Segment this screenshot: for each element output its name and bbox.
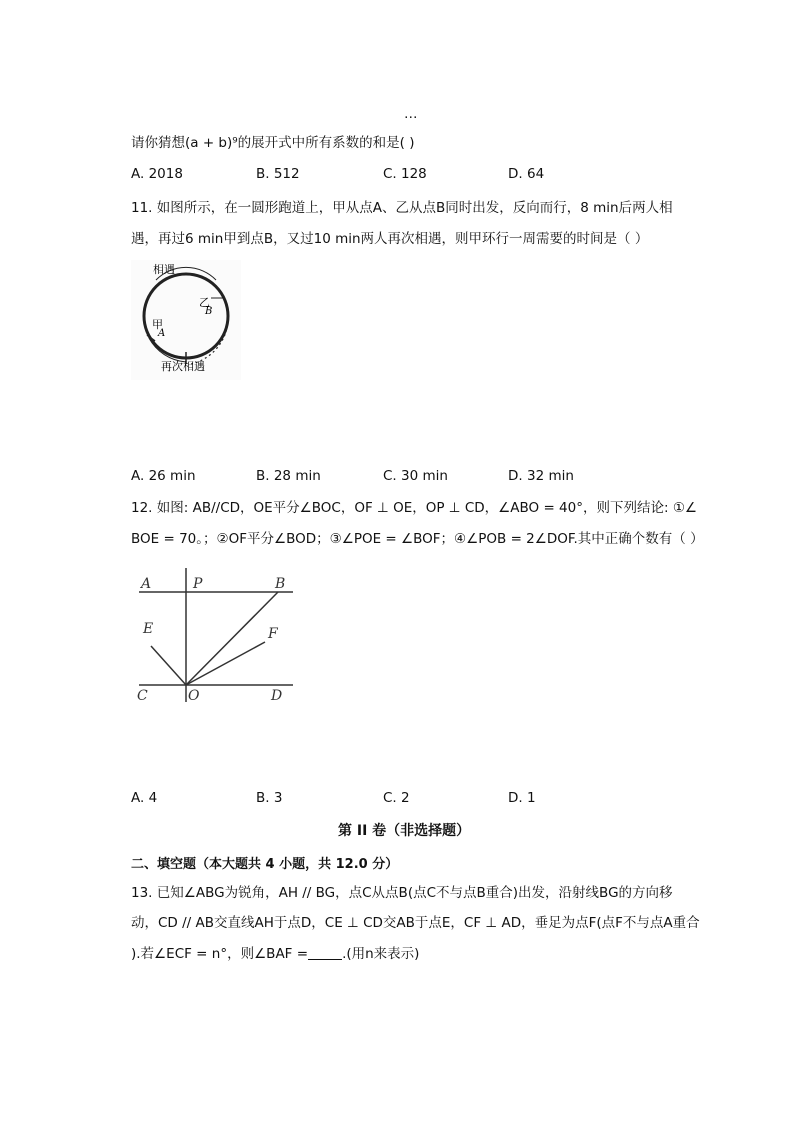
section-title: 第 II 卷（非选择题） bbox=[338, 823, 471, 839]
q11-text-line2: 遇，再过6 min甲到点B，又过10 min两人再次相遇，则甲环行一周需要的时间是（ ） bbox=[131, 231, 649, 247]
q12-text-line2: BOE = 70。；②OF平分∠BOD；③∠POE = ∠BOF；④∠POB = 2∠DOF.其中正确个数有（ ） bbox=[131, 531, 704, 547]
point-b: B bbox=[275, 576, 286, 592]
section-heading: 二、填空题（本大题共 4 小题，共 12.0 分） bbox=[131, 857, 399, 872]
label-b: B bbox=[205, 306, 213, 317]
q10-option-b: B. 512 bbox=[256, 166, 300, 182]
q11-track-figure bbox=[131, 260, 241, 380]
q10-option-d: D. 64 bbox=[508, 166, 545, 182]
q13-text-line1: 13. 已知∠ABG为锐角，AH // BG，点C从点B(点C不与点B重合)出发，沿射线BG的方向移 bbox=[131, 885, 673, 901]
q11-option-a: A. 26 min bbox=[131, 468, 196, 484]
point-e: E bbox=[143, 621, 154, 637]
q11-option-b: B. 28 min bbox=[256, 468, 321, 484]
q11-option-d: D. 32 min bbox=[508, 468, 574, 484]
q10-option-a: A. 2018 bbox=[131, 166, 183, 182]
point-p: P bbox=[193, 576, 203, 592]
q13-line3-pre: ).若∠ECF = n°，则∠BAF = bbox=[131, 946, 309, 962]
q12-option-b: B. 3 bbox=[256, 790, 283, 806]
line-oe bbox=[151, 646, 186, 685]
point-c: C bbox=[137, 688, 148, 704]
q11-option-c: C. 30 min bbox=[383, 468, 448, 484]
line-of bbox=[186, 642, 265, 685]
label-a: A bbox=[158, 328, 166, 339]
line-ob bbox=[186, 592, 278, 685]
answer-blank[interactable] bbox=[308, 945, 342, 960]
q10-option-c: C. 128 bbox=[383, 166, 427, 182]
point-a: A bbox=[141, 576, 152, 592]
top-ellipsis: … bbox=[404, 106, 418, 122]
point-f: F bbox=[268, 626, 278, 642]
point-d: D bbox=[271, 688, 283, 704]
q12-option-a: A. 4 bbox=[131, 790, 158, 806]
label-meet-again: 再次相遇 bbox=[161, 360, 205, 373]
point-o: O bbox=[188, 688, 200, 704]
q13-text-line3 bbox=[131, 944, 419, 964]
q12-option-c: C. 2 bbox=[383, 790, 410, 806]
label-meet: 相遇 bbox=[153, 263, 175, 276]
label-jia: 甲 bbox=[152, 318, 163, 331]
q11-text-line1: 11. 如图所示，在一圆形跑道上，甲从点A、乙从点B同时出发，反向而行，8 min后两人相 bbox=[131, 200, 673, 216]
q12-text-line1: 12. 如图: AB//CD，OE平分∠BOC，OF ⊥ OE，OP ⊥ CD，∠ABO = 40°，则下列结论: ①∠ bbox=[131, 500, 698, 516]
label-yi: 乙 bbox=[199, 296, 210, 309]
q13-line3-post: .(用n来表示) bbox=[342, 946, 420, 962]
q10-text: 请你猜想(a + b)⁹的展开式中所有系数的和是( ) bbox=[131, 135, 415, 151]
q12-geometry-figure bbox=[131, 566, 301, 706]
q12-option-d: D. 1 bbox=[508, 790, 536, 806]
q13-text-line2: 动，CD // AB交直线AH于点D，CE ⊥ CD交AB于点E，CF ⊥ AD，垂足为点F(点F不与点A重合 bbox=[131, 915, 700, 931]
